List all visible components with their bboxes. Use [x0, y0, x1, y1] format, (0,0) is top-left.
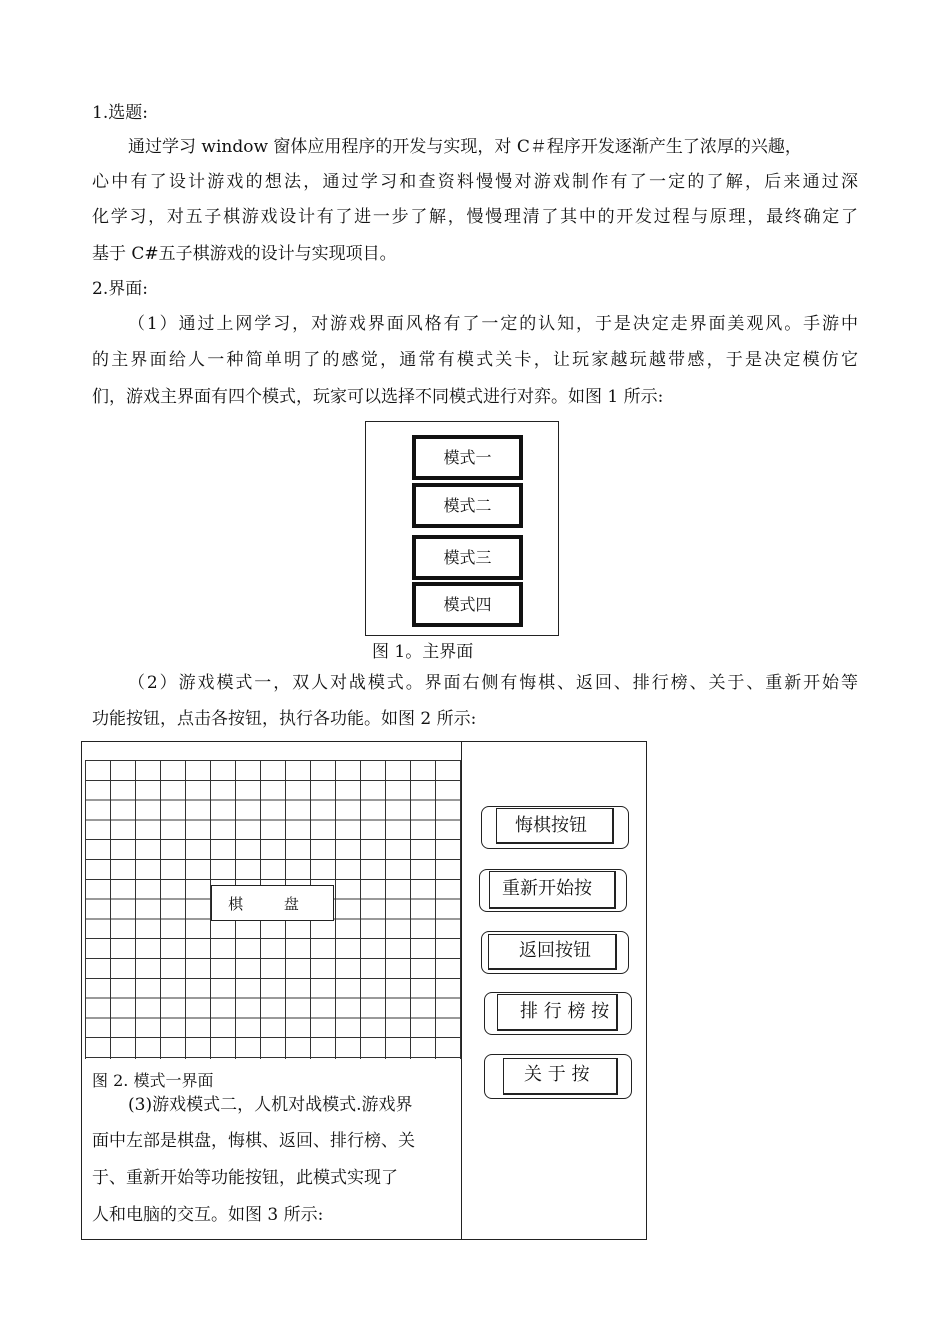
figure1-caption: 图 1。主界面 [372, 642, 474, 662]
about-button-label: 关 于 按 [503, 1058, 618, 1095]
back-button-label: 返回按钮 [488, 934, 617, 970]
section2-para2-line-2: 功能按钮，点击各按钮，执行各功能。如图 2 所示: [92, 709, 477, 729]
section2-para1-line-2: 的主界面给人一种简单明了的感觉，通常有模式关卡，让玩家越玩越带感，于是决定模仿它 [92, 350, 858, 370]
undo-button-label: 悔棋按钮 [496, 808, 614, 844]
section2-heading: 2.界面: [92, 279, 148, 299]
section1-line-4: 基于 C#五子棋游戏的设计与实现项目。 [92, 244, 397, 264]
mode-two-button[interactable]: 模式二 [413, 484, 522, 527]
section2-para3-line-3: 于、重新开始等功能按钮，此模式实现了 [92, 1168, 398, 1188]
section2-para3-line-4: 人和电脑的交互。如图 3 所示: [92, 1205, 324, 1225]
mode-four-button[interactable]: 模式四 [413, 583, 522, 626]
figure2-divider [461, 741, 462, 1240]
section1-heading: 1.选题: [92, 103, 148, 123]
section1-line-3: 化学习，对五子棋游戏设计有了进一步了解，慢慢理清了其中的开发过程与原理，最终确定了 [92, 207, 858, 227]
mode-three-button[interactable]: 模式三 [413, 536, 522, 579]
mode-one-button[interactable]: 模式一 [413, 436, 522, 479]
section2-para2-line-1: （2）游戏模式一，双人对战模式。界面右侧有悔棋、返回、排行榜、关于、重新开始等 [128, 673, 858, 693]
restart-button-label: 重新开始按 [489, 871, 616, 909]
section2-para1-line-3: 们，游戏主界面有四个模式，玩家可以选择不同模式进行对弈。如图 1 所示: [92, 387, 664, 407]
section2-para1-line-1: （1）通过上网学习，对游戏界面风格有了一定的认知，于是决定走界面美观风。手游中 [128, 314, 858, 334]
chessboard-label: 棋 盘 [211, 885, 334, 921]
section1-line-1: 通过学习 window 窗体应用程序的开发与实现，对 C＃程序开发逐渐产生了浓厚的兴趣， [128, 137, 802, 157]
section2-para3-line-2: 面中左部是棋盘，悔棋、返回、排行榜、关 [92, 1131, 415, 1151]
section1-line-2: 心中有了设计游戏的想法，通过学习和查资料慢慢对游戏制作有了一定的了解，后来通过深 [92, 172, 858, 192]
leaderboard-button-label: 排 行 榜 按 [497, 994, 618, 1031]
figure2-caption: 图 2. 模式一界面 [92, 1071, 214, 1090]
section2-para3-line-1: (3)游戏模式二，人机对战模式.游戏界 [128, 1095, 413, 1115]
